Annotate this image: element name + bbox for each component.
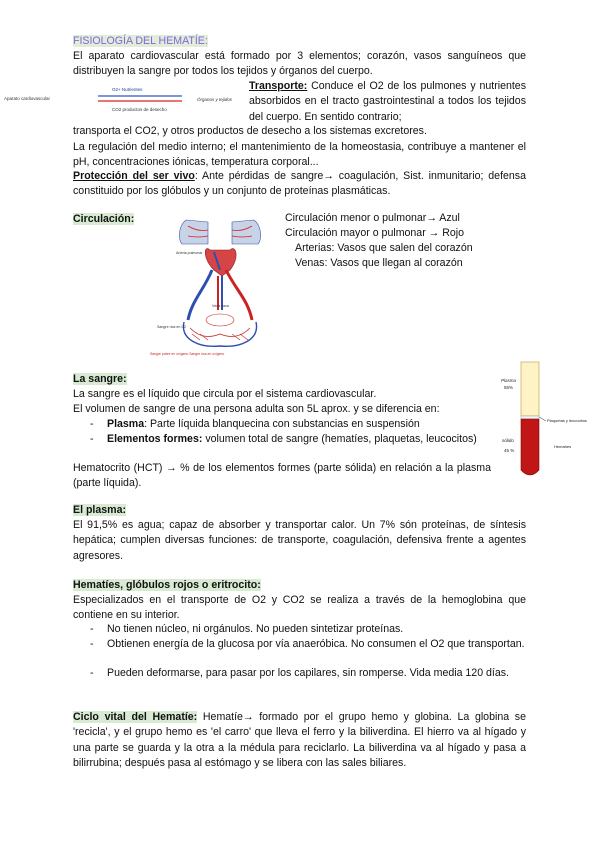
circulacion-heading: Circulación: <box>73 213 135 225</box>
mini-diagram-top-label: O2+ Nutrientes <box>112 87 143 92</box>
list-dash: - <box>90 667 94 679</box>
mini-diagram-right-label: Órganos y tejidos <box>197 97 233 102</box>
plasma-heading: El plasma: <box>73 504 126 516</box>
figure-label-capilares: Sangre rica en O2 <box>157 325 187 329</box>
transporte-paragraph <box>249 79 526 125</box>
ciclo-heading: Ciclo vital del Hematíe: <box>73 711 198 723</box>
cardiovascular-mini-diagram <box>0 84 270 122</box>
hematies-paragraph: Especializados en el transporte de O2 y CO2 se realiza a través de la hemoglobina que contiene en su interior. <box>73 594 526 622</box>
circulation-diagram <box>150 210 270 358</box>
figure-label-cava: Vena cava <box>212 304 229 308</box>
tube-hematies-label: Hematíes <box>554 444 572 449</box>
tube-solido-label: sólido <box>502 438 514 443</box>
mini-diagram-bottom-label: CO2 productos de desecho <box>112 107 167 112</box>
list-dash: - <box>90 638 94 650</box>
proteccion-paragraph <box>73 169 526 200</box>
hematies-item-2: Obtienen energía de la glucosa por vía anaeróbica. No consumen el O2 que transportan. <box>107 638 525 650</box>
tube-plasma-pct: 55% <box>504 385 514 390</box>
hematocrito-paragraph: Hematocrito (HCT) → % de los elementos formes (parte sólida) en relación a la plasma (parte líquida). <box>73 462 491 490</box>
proteccion-label: Protección del ser vivo <box>73 170 195 182</box>
hematies-item-3: Pueden deformarse, para pasar por los capilares, sin romperse. Vida media 120 días. <box>107 667 509 679</box>
regulacion-paragraph: La regulación del medio interno; el mantenimiento de la homeostasia, contribuye a mantener el pH, concentraciones iónicas, temperatura corporal... <box>73 141 526 169</box>
sangre-line-2: El volumen de sangre de una persona adulta son 5L aprox. y se diferencia en: <box>73 403 440 415</box>
sangre-heading: La sangre: <box>73 373 127 385</box>
sangre-line-1: La sangre es el líquido que circula por el sistema cardiovascular. <box>73 388 377 400</box>
sangre-item-elementos: Elementos formes: volumen total de sangre (hematíes, plaquetas, leucocitos) <box>107 433 477 445</box>
page-title: FISIOLOGÍA DEL HEMATÍE: <box>73 35 208 47</box>
circulacion-line-2: Circulación mayor o pulmonar → Rojo <box>285 227 464 239</box>
tube-solido-pct: 45 % <box>504 448 515 453</box>
ciclo-paragraph <box>73 710 526 772</box>
list-dash: - <box>90 623 94 635</box>
tube-plasma-layer <box>521 362 539 416</box>
plasma-paragraph: El 91,5% es agua; capaz de absorber y transportar calor. Un 7% són proteínas, de síntesis hepática; cumplen diversas funciones: de transporte, coagulación, defensiva frente a agentes agresores. <box>73 519 526 562</box>
transporte-continuation: transporta el CO2, y otros productos de desecho a los sistemas excretores. <box>73 125 427 137</box>
figure-label-pulmonar: Arteria pulmonar <box>176 251 203 255</box>
mini-diagram-left-label: Aparato cardiovascular <box>4 96 51 101</box>
ciclo-text: Hematíe→ formado por el grupo hemo y globina. La globina se 'recicla', y el grupo hemo es 'el carro' que lleva el ferro y la biliverdina. El hierro va al hígado y una parte se guarda y la otra a la médula para reciclarlo. La biliverdina va al hígado y pasa a bilirrubina; después pasa al estómago y se libera con las sales biliares. <box>73 711 526 770</box>
tube-hematies-layer <box>521 419 539 475</box>
right-lung <box>232 220 261 244</box>
transporte-label: Transporte: <box>249 80 308 92</box>
hematies-heading: Hematíes, glóbulos rojos o eritrocito: <box>73 579 261 591</box>
hematocrit-tube-diagram <box>492 358 600 482</box>
circulacion-line-1: Circulación menor o pulmonar→ Azul <box>285 212 460 224</box>
figure-label-bottom: Sangre pobre en oxígeno Sangre rica en oxígeno <box>150 352 225 356</box>
list-dash: - <box>90 433 94 445</box>
tube-plasma-label: Plasma <box>501 378 517 383</box>
proteccion-text: : Ante pérdidas de sangre→ coagulación, Sist. inmunitario; defensa constituido por los glóbulos y un conjunto de proteínas plasmáticas. <box>73 170 526 198</box>
left-lung <box>179 220 208 244</box>
list-dash: - <box>90 418 94 430</box>
circulacion-line-4: Venas: Vasos que llegan al corazón <box>295 257 463 269</box>
tube-buffy-label: Plaquetas y leucocitos <box>547 418 587 423</box>
intro-paragraph: El aparato cardiovascular está formado por 3 elementos; corazón, vasos sanguíneos que distribuyen la sangre por todos los tejidos y órganos del cuerpo. <box>73 50 526 78</box>
transporte-text: Conduce el O2 de los pulmones y nutrientes absorbidos en el tracto gastrointestinal a todos los tejidos del cuerpo. En sentido contrario; <box>249 80 526 123</box>
circulacion-line-3: Arterias: Vasos que salen del corazón <box>295 242 473 254</box>
tube-buffy-layer <box>521 416 539 419</box>
hematies-item-1: No tienen núcleo, ni orgánulos. No pueden sintetizar proteínas. <box>107 623 404 635</box>
sangre-item-plasma: Plasma: Parte líquida blanquecina con substancias en suspensión <box>107 418 420 430</box>
